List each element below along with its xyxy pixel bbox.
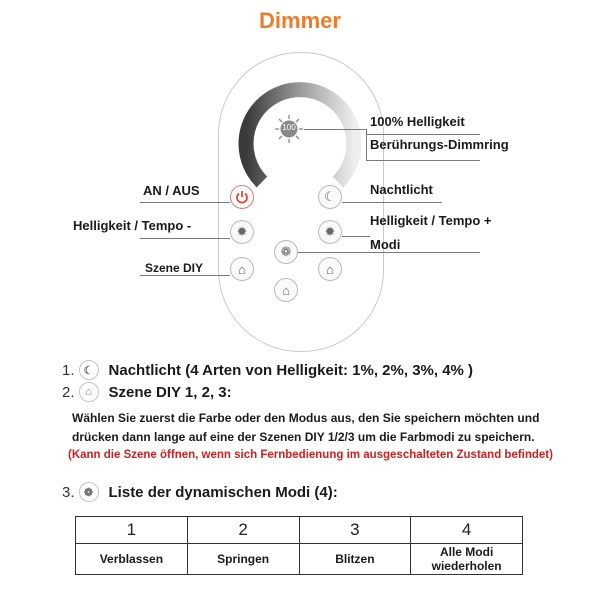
mode-name: Alle Modi wiederholen — [411, 544, 523, 575]
callout-line-ring-vertical — [366, 129, 367, 160]
house-icon: ⌂ — [326, 261, 334, 277]
table-row — [76, 544, 523, 575]
section-number: 1. — [62, 361, 75, 379]
section-text: Nachtlicht (4 Arten von Helligkeit: 1%, 2%, 3%, 4% ) — [108, 361, 474, 379]
section-modes-list — [62, 482, 338, 502]
house-icon: ⌂ — [282, 282, 290, 298]
table-row — [76, 517, 523, 544]
page-title: Dimmer — [259, 8, 341, 33]
night-light-button[interactable] — [318, 185, 342, 209]
house-icon: ⌂ — [238, 261, 246, 277]
brightness-plus-label: Helligkeit / Tempo + — [370, 213, 492, 228]
section-night-light — [62, 360, 473, 380]
sun-plus-icon: ✹ — [324, 224, 336, 239]
section-text: Liste der dynamischen Modi (4): — [108, 483, 338, 501]
dial-value: 100 — [282, 123, 296, 132]
moon-icon: ☾ — [324, 189, 336, 204]
modes-icon: ❁ — [79, 482, 99, 502]
brightness-sun-icon — [274, 114, 304, 144]
on-off-label: AN / AUS — [143, 183, 200, 198]
moon-icon: ☾ — [79, 360, 99, 380]
scene-diy-2-button[interactable] — [318, 257, 342, 281]
mode-name: Verblassen — [76, 544, 188, 575]
callout-line-night-light — [342, 202, 442, 203]
power-button[interactable] — [230, 185, 254, 209]
instruction-line: drücken dann lange auf eine der Szenen DIY 1/2/3 um die Farbmodi zu speichern. — [72, 430, 535, 444]
brightness-minus-label: Helligkeit / Tempo - — [73, 218, 192, 233]
brightness-plus-button[interactable] — [318, 220, 342, 244]
callout-line-brightness — [304, 129, 366, 130]
modes-table — [75, 516, 523, 575]
modes-label: Modi — [370, 237, 401, 252]
modes-button[interactable] — [274, 240, 298, 264]
scene-diy-1-button[interactable] — [230, 257, 254, 281]
modes-icon: ❁ — [280, 244, 292, 259]
callout-line-ring — [366, 160, 480, 161]
section-scene-diy — [62, 382, 232, 402]
touch-ring-label: Berührungs-Dimmring — [370, 137, 509, 152]
scene-note: (Kann die Szene öffnen, wenn sich Fernbedienung im ausgeschalteten Zustand befindet) — [68, 449, 553, 461]
section-text: Szene DIY 1, 2, 3: — [108, 383, 232, 401]
scene-diy-label: Szene DIY — [145, 261, 204, 275]
section-number: 2. — [62, 383, 75, 401]
mode-number: 1 — [76, 517, 188, 544]
callout-line-plus — [342, 236, 370, 237]
mode-number: 4 — [411, 517, 523, 544]
power-icon — [235, 190, 249, 204]
night-light-label: Nachtlicht — [370, 182, 433, 197]
callout-line-minus — [140, 238, 230, 239]
mode-number: 2 — [187, 517, 299, 544]
brightness-percent-label: 100% Helligkeit — [370, 114, 465, 129]
sun-minus-icon: ✹ — [236, 224, 248, 239]
instruction-line: Wählen Sie zuerst die Farbe oder den Modus aus, den Sie speichern möchten und — [72, 411, 540, 425]
brightness-minus-button[interactable] — [230, 220, 254, 244]
scene-diy-3-button[interactable] — [274, 278, 298, 302]
house-icon: ⌂ — [79, 382, 99, 402]
callout-line-on-off — [140, 202, 230, 203]
mode-number: 3 — [299, 517, 411, 544]
callout-line-modes — [298, 252, 480, 253]
instructions — [72, 409, 592, 447]
section-number: 3. — [62, 483, 75, 501]
mode-name: Springen — [187, 544, 299, 575]
mode-name: Blitzen — [299, 544, 411, 575]
callout-line-scene — [140, 275, 230, 276]
callout-line-brightness-right — [366, 134, 480, 135]
